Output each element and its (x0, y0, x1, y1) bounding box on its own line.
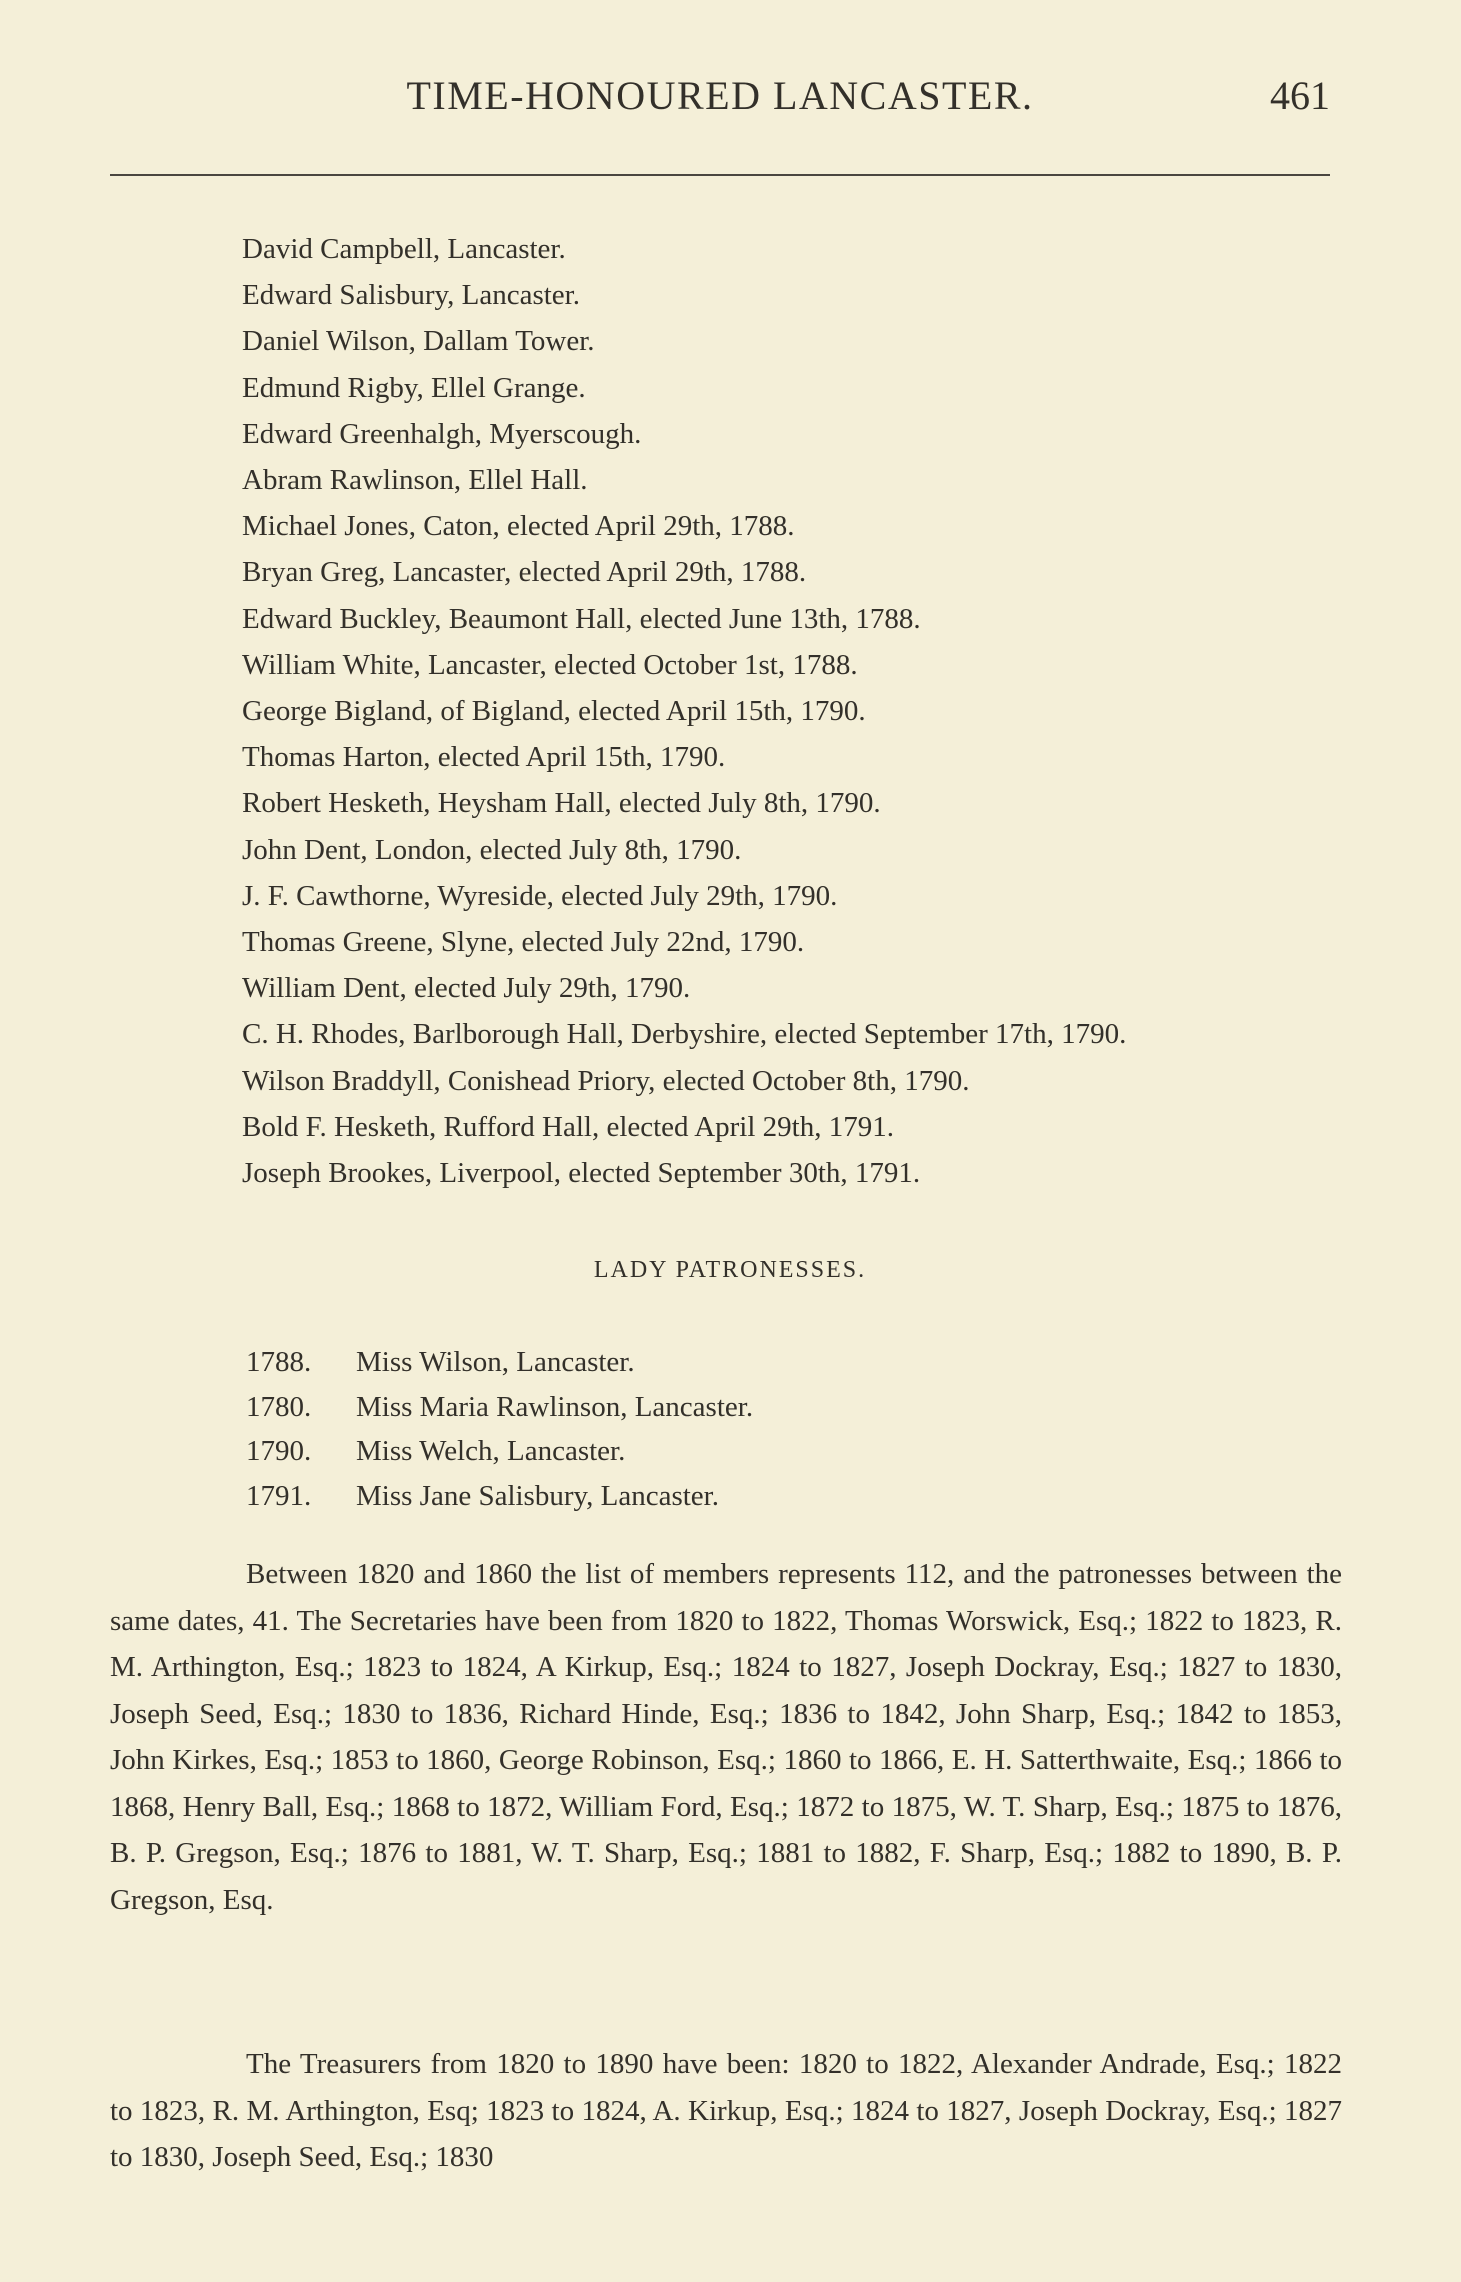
member-entry: Abram Rawlinson, Ellel Hall. (242, 464, 588, 497)
patroness-year: 1791. (246, 1479, 312, 1512)
patroness-name: Miss Welch, Lancaster. (356, 1435, 626, 1468)
member-list (242, 226, 1362, 1196)
member-entry: Edward Salisbury, Lancaster. (242, 279, 580, 312)
member-entry: Robert Hesketh, Heysham Hall, elected July 8th, 1790. (242, 787, 881, 820)
member-entry: John Dent, London, elected July 8th, 1790. (242, 833, 742, 866)
member-entry: George Bigland, of Bigland, elected April 15th, 1790. (242, 695, 866, 728)
patroness-year: 1788. (246, 1346, 312, 1378)
patroness-name: Miss Wilson, Lancaster. (356, 1346, 635, 1378)
member-entry: William Dent, elected July 29th, 1790. (242, 972, 691, 1005)
secretaries-paragraph: Between 1820 and 1860 the list of members represents 112, and the patronesses between the same dates, 41. The Secretaries have been from 1820 to 1822, Thomas Worswick, Esq.; 1822 to 1823, R. M. Arthington, Esq.; 1823 to 1824, A Kirkup, Esq.; 1824 to 1827, Joseph Dockray, Esq.; 1827 to 1830, Joseph Seed, Esq.; 1830 to 1836, Richard Hinde, Esq.; 1836 to 1842, John Sharp, Esq.; 1842 to 1853, John Kirkes, Esq.; 1853 to 1860, George Robinson, Esq.; 1860 to 1866, E. H. Satterthwaite, Esq.; 1866 to 1868, Henry Ball, Esq.; 1868 to 1872, William Ford, Esq.; 1872 to 1875, W. T. Sharp, Esq.; 1875 to 1876, B. P. Gregson, Esq.; 1876 to 1881, W. T. Sharp, Esq.; 1881 to 1882, F. Sharp, Esq.; 1882 to 1890, B. P. Gregson, Esq. (110, 1558, 1342, 1916)
treasurers-paragraph: The Treasurers from 1820 to 1890 have been: 1820 to 1822, Alexander Andrade, Esq.; 1822 to 1823, R. M. Arthington, Esq; 1823 to 1824, A. Kirkup, Esq.; 1824 to 1827, Joseph Dockray, Esq.; 1827 to 1830, Joseph Seed, Esq.; 1830 (110, 2048, 1342, 2173)
patroness-year: 1790. (246, 1435, 312, 1468)
patroness-entry (246, 1474, 753, 1519)
member-entry: Thomas Greene, Slyne, elected July 22nd, 1790. (242, 926, 805, 959)
member-entry: Michael Jones, Caton, elected April 29th, 1788. (242, 510, 795, 543)
patroness-entry (246, 1429, 753, 1474)
patroness-name: Miss Maria Rawlinson, Lancaster. (356, 1390, 754, 1423)
member-entry: Joseph Brookes, Liverpool, elected September 30th, 1791. (242, 1157, 921, 1190)
member-entry: Bryan Greg, Lancaster, elected April 29th, 1788. (242, 556, 807, 589)
patroness-entry (246, 1340, 753, 1385)
running-title: TIME-HONOURED LANCASTER. (406, 73, 1034, 118)
member-entry: William White, Lancaster, elected October 1st, 1788. (242, 648, 858, 681)
lady-patronesses-heading: LADY PATRONESSES. (593, 1257, 867, 1283)
member-entry: J. F. Cawthorne, Wyreside, elected July 29th, 1790. (242, 879, 838, 912)
patroness-entry (246, 1385, 753, 1430)
header-rule (110, 174, 1330, 176)
member-entry: Daniel Wilson, Dallam Tower. (242, 325, 595, 358)
member-entry: Thomas Harton, elected April 15th, 1790. (242, 741, 726, 774)
member-entry: David Campbell, Lancaster. (242, 233, 566, 265)
page-number: 461 (1270, 73, 1330, 118)
patroness-name: Miss Jane Salisbury, Lancaster. (356, 1479, 719, 1512)
running-head (110, 66, 1330, 126)
member-entry: Bold F. Hesketh, Rufford Hall, elected April 29th, 1791. (242, 1110, 894, 1143)
patroness-year: 1780. (246, 1390, 312, 1423)
member-entry: C. H. Rhodes, Barlborough Hall, Derbyshire, elected September 17th, 1790. (242, 1018, 1127, 1051)
member-entry: Wilson Braddyll, Conishead Priory, elected October 8th, 1790. (242, 1064, 970, 1097)
member-entry: Edward Buckley, Beaumont Hall, elected June 13th, 1788. (242, 602, 921, 635)
member-entry: Edmund Rigby, Ellel Grange. (242, 371, 586, 404)
member-entry: Edward Greenhalgh, Myerscough. (242, 417, 642, 450)
patroness-list (246, 1340, 753, 1518)
